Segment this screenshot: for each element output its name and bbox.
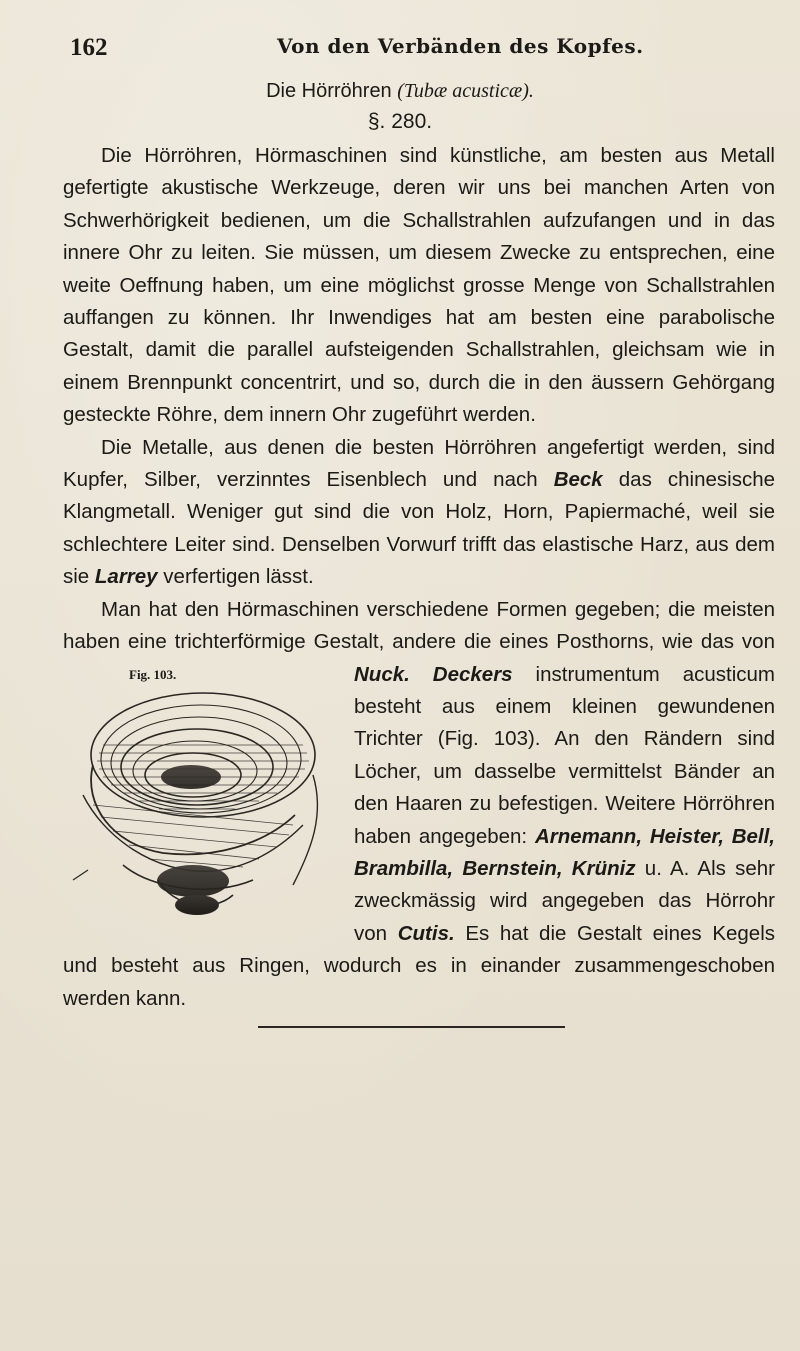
name-list: Arnemann, Heister, Bell, Brambilla, Bernstein, Krüniz <box>354 824 775 880</box>
page-number: 162 <box>70 34 108 61</box>
name-cutis: Cutis. <box>397 921 455 945</box>
text-run: Die Metalle, aus denen die besten Hörröhren angefertigt werden, sind Kupfer, Silber, verzinntes Eisenblech und nach <box>63 435 775 492</box>
page-header <box>70 34 710 64</box>
name-beck: Beck <box>553 468 603 492</box>
section-subheading <box>0 80 800 103</box>
figure-label: Fig. 103. <box>129 666 177 682</box>
running-head: Von den Verbänden des Kopfes. <box>277 34 644 58</box>
coiled-ear-trumpet-icon <box>63 675 333 925</box>
text-run: Es hat die Gestalt eines Kegels und besteht aus Ringen, wodurch es in einander zusammengeschoben werden kann. <box>63 921 776 1010</box>
subheading-latin: (Tubæ acusticæ). <box>397 80 534 102</box>
paragraph-2 <box>63 432 775 594</box>
text-run: verfertigen lässt. <box>157 565 314 589</box>
body-text <box>63 140 775 1015</box>
name-deckers: Deckers <box>432 662 513 686</box>
text-run: u. A. Als sehr zweckmässig wird angegeben das Hörrohr von <box>354 856 776 945</box>
end-rule <box>258 1026 565 1028</box>
name-nuck: Nuck. <box>354 662 410 686</box>
name-larrey: Larrey <box>94 565 158 589</box>
text-run: das chinesische Klangmetall. Weniger gut sind die von Holz, Horn, Papiermaché, weil sie schlechtere Leiter sind. Denselben Vorwurf trifft das elastische Harz, aus dem sie <box>63 468 775 589</box>
paragraph-3 <box>63 594 775 1015</box>
text-run: instrumentum acusticum besteht aus einem kleinen gewundenen Trichter (Fig. 103). An den Rändern sind Löcher, um dasselbe vermittelst Bänder an den Haaren zu befestigen. Weitere Hörröhren haben angegeben: <box>354 662 775 848</box>
paragraph-1: Die Hörröhren, Hörmaschinen sind künstliche, am besten aus Metall gefertigte akustische Werkzeuge, deren wir uns bei manchen Arten von Schwerhörigkeit bedienen, um die Schallstrahlen aufzufangen und in das innere Ohr zu leiten. Sie müssen, um diesem Zwecke zu entsprechen, eine weite Oeffnung haben, um eine möglichst grosse Menge von Schallstrahlen auffangen zu können. Ihr Inwendiges hat am besten eine parabolische Gestalt, damit die parallel aufsteigenden Schallstrahlen, gleichsam wie in einem Brennpunkt concentrirt, und so, durch die in den äussern Gehörgang gesteckte Röhre, dem innern Ohr zugeführt werden. <box>63 144 775 427</box>
text-run: Man hat den Hörmaschinen verschiedene Formen gegeben; die meisten haben eine trichterförmige Gestalt, andere die eines Posthorns, wie das von <box>63 597 775 654</box>
figure-103 <box>63 659 346 929</box>
subheading-title: Die Hörröhren <box>266 80 392 102</box>
section-number: §. 280. <box>367 110 433 133</box>
